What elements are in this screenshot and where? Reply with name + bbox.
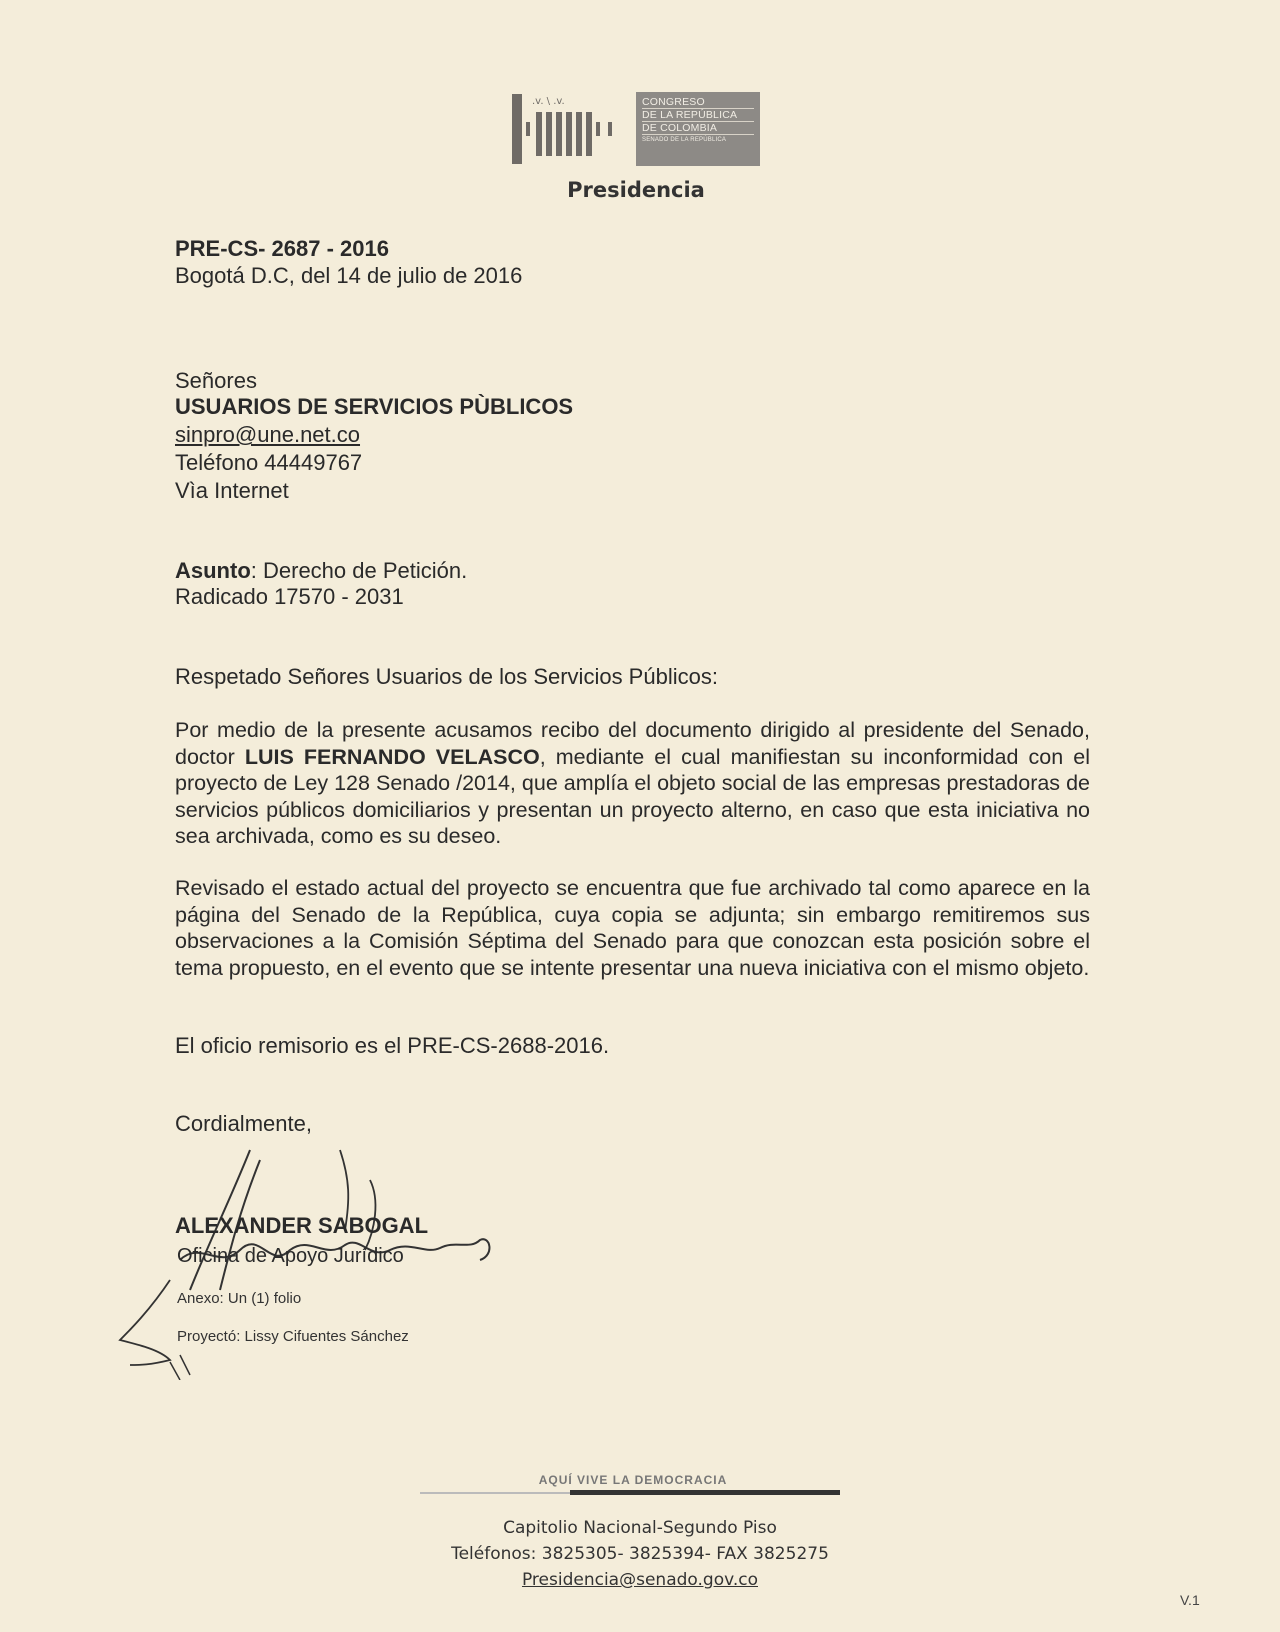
recipient-name: USUARIOS DE SERVICIOS PÙBLICOS bbox=[175, 394, 574, 419]
closing: Cordialmente, bbox=[175, 1111, 312, 1136]
subject-label: Asunto bbox=[175, 558, 251, 583]
logo-line-1: CONGRESO bbox=[642, 96, 754, 109]
congreso-logo bbox=[512, 92, 760, 168]
footer-email[interactable]: Presidencia@senado.gov.co bbox=[521, 1570, 758, 1590]
logo-line-2: DE LA REPÚBLICA bbox=[642, 109, 754, 122]
recipient-email[interactable]: sinpro@une.net.co bbox=[175, 422, 361, 447]
footer-divider bbox=[420, 1490, 840, 1496]
project-note: Proyectó: Lissy Cifuentes Sánchez bbox=[177, 1328, 409, 1345]
footer-address: Capitolio Nacional-Segundo Piso bbox=[503, 1518, 777, 1538]
paragraph-1 bbox=[175, 717, 1090, 850]
recipient-salutation: Señores bbox=[175, 368, 257, 393]
capitol-columns-icon bbox=[512, 92, 632, 168]
radicado: Radicado 17570 - 2031 bbox=[175, 584, 404, 609]
paragraph-3: El oficio remisorio es el PRE-CS-2688-2016. bbox=[175, 1033, 610, 1058]
subject-text: : Derecho de Petición. bbox=[250, 558, 468, 583]
signer-name: ALEXANDER SABOGAL bbox=[175, 1213, 429, 1238]
version-label: V.1 bbox=[1180, 1592, 1200, 1608]
footer-motto: AQUÍ VIVE LA DEMOCRACIA bbox=[538, 1473, 728, 1487]
greeting: Respetado Señores Usuarios de los Servicios Públicos: bbox=[175, 664, 718, 689]
paragraph-1-end: , mediante el cual manifiestan su inconformidad con el proyecto de Ley 128 Senado /2014, que amplía el objeto social de las empresas prestadoras de servicios públicos domiciliarios y presentan un proyecto alterno, en caso que esta iniciativa no sea archivada, como es su deseo. bbox=[175, 744, 1090, 848]
president-name: LUIS FERNANDO VELASCO bbox=[244, 744, 540, 769]
logo-text-box bbox=[636, 92, 760, 166]
logo-line-3: DE COLOMBIA bbox=[642, 122, 754, 135]
paragraph-1-start: Por medio de la presente acusamos recibo del documento dirigido al presidente del Senado, doctor bbox=[175, 718, 1090, 769]
svg-text:.v. \ .v.: .v. \ .v. bbox=[532, 96, 565, 107]
office-heading: Presidencia bbox=[567, 178, 705, 202]
annex-note: Anexo: Un (1) folio bbox=[177, 1290, 302, 1307]
footer-phones: Teléfonos: 3825305- 3825394- FAX 3825275 bbox=[451, 1544, 829, 1564]
place-date: Bogotá D.C, del 14 de julio de 2016 bbox=[175, 263, 523, 288]
recipient-via: Vìa Internet bbox=[175, 478, 289, 503]
recipient-phone: Teléfono 44449767 bbox=[175, 450, 363, 475]
subject-line bbox=[175, 558, 467, 584]
paragraph-2: Revisado el estado actual del proyecto se encuentra que fue archivado tal como aparece en la página del Senado de la República, cuya copia se adjunta; sin embargo remitiremos sus observaciones a la Comisión Séptima del Senado para que conozcan esta posición sobre el tema propuesto, en el evento que se intente presentar una nueva iniciativa con el mismo objeto. bbox=[175, 876, 1090, 980]
logo-line-4: SENADO DE LA REPÚBLICA bbox=[642, 137, 727, 143]
reference-code: PRE-CS- 2687 - 2016 bbox=[175, 236, 389, 261]
signer-office: Oficina de Apoyo Jurídico bbox=[177, 1245, 404, 1267]
